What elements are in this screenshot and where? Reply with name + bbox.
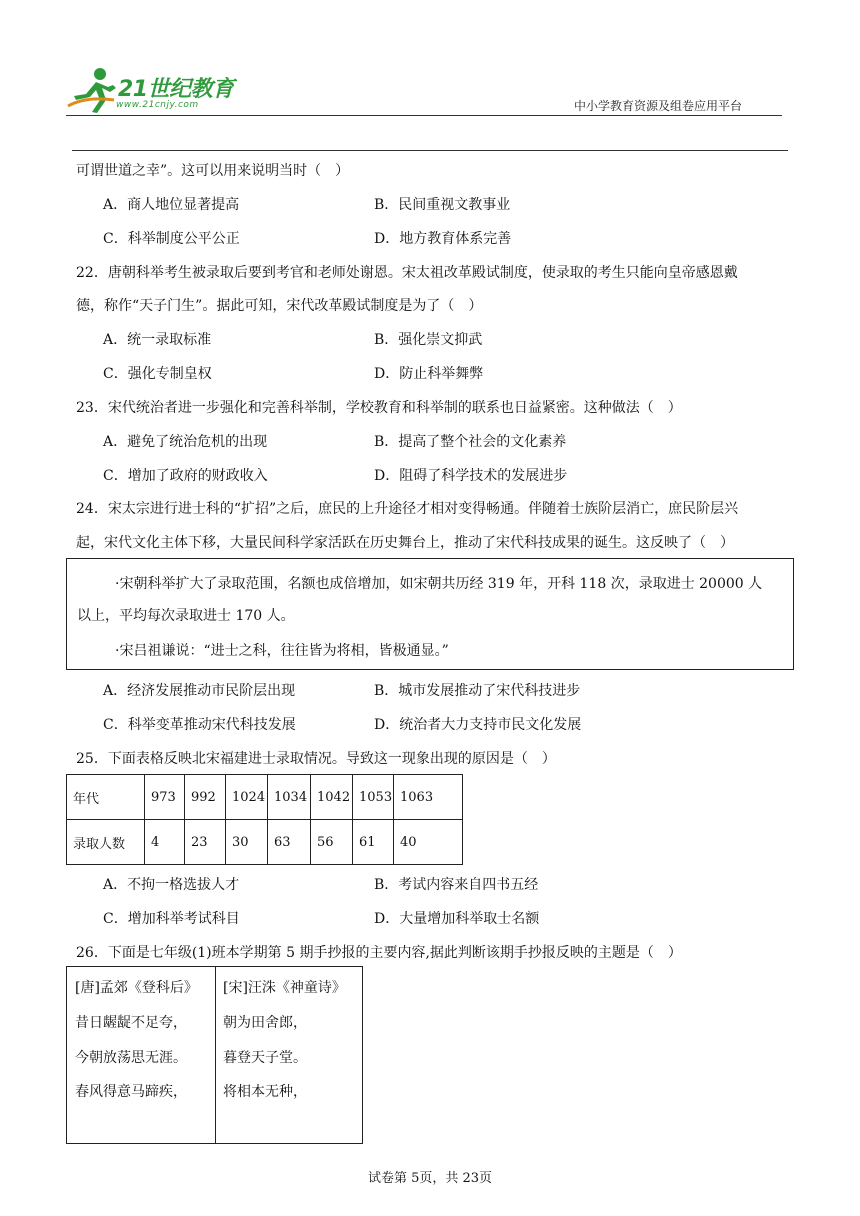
table-cell: 40 — [394, 820, 463, 865]
q22-stem-line1: 22．唐朝科举考生被录取后要到考官和老师处谢恩。宋太祖改革殿试制度，使录取的考生只能向皇帝感恩戴 — [76, 265, 738, 281]
q24-material-line1: ·宋朝科举扩大了录取范围，名额也成倍增加，如宋朝共历经 319 年，开科 118 次，录取进士 20000 人 — [115, 576, 763, 592]
header-rule — [66, 115, 782, 116]
q24-option-d[interactable]: D．统治者大力支持市民文化发展 — [374, 717, 582, 733]
q25-option-c[interactable]: C．增加科举考试科目 — [103, 911, 240, 927]
table-cell: 23 — [185, 820, 226, 865]
q22-option-c[interactable]: C．强化专制皇权 — [103, 366, 212, 382]
q24-stem-line1: 24．宋太宗进行进士科的“扩招”之后，庶民的上升途径才相对变得畅通。伴随着士族阶层消亡，庶民阶层兴 — [76, 501, 739, 517]
table-cell: 1034 — [268, 775, 311, 820]
q26-poem-box — [66, 966, 363, 1144]
table-row-header: 年代 — [67, 775, 145, 820]
q23-option-a[interactable]: A．避免了统治危机的出现 — [103, 434, 268, 450]
q24-option-a[interactable]: A．经济发展推动市民阶层出现 — [103, 683, 296, 699]
logo-url: www.21cnjy.com — [116, 100, 199, 110]
poem-line: [宋]汪洙《神童诗》 — [223, 980, 346, 996]
runner-icon — [66, 66, 118, 114]
poem-line: 朝为田舍郎， — [223, 1015, 307, 1031]
poem-line: 今朝放荡思无涯。 — [75, 1050, 187, 1066]
site-logo — [66, 66, 236, 116]
q22-stem-line2: 德，称作“天子门生”。据此可知，宋代改革殿试制度是为了（ ） — [76, 298, 483, 314]
q24-option-b[interactable]: B．城市发展推动了宋代科技进步 — [374, 683, 581, 699]
table-cell: 992 — [185, 775, 226, 820]
table-cell: 61 — [353, 820, 394, 865]
poem-line: [唐]孟郊《登科后》 — [75, 980, 198, 996]
page-footer: 试卷第 5页，共 23页 — [367, 1171, 493, 1186]
q23-option-b[interactable]: B．提高了整个社会的文化素养 — [374, 434, 567, 450]
q22-option-b[interactable]: B．强化崇文抑武 — [374, 332, 483, 348]
table-cell: 56 — [311, 820, 353, 865]
q25-data-table — [66, 774, 463, 865]
content-rule — [72, 150, 788, 151]
q21-option-b[interactable]: B．民间重视文教事业 — [374, 197, 511, 213]
q25-option-d[interactable]: D．大量增加科举取士名额 — [374, 911, 540, 927]
table-cell: 1042 — [311, 775, 353, 820]
poem-line: 昔日龌龊不足夸， — [75, 1015, 187, 1031]
table-row-header: 录取人数 — [67, 820, 145, 865]
q21-option-c[interactable]: C．科举制度公平公正 — [103, 231, 240, 247]
q22-option-a[interactable]: A．统一录取标准 — [103, 332, 212, 348]
q25-option-a[interactable]: A．不拘一格选拔人才 — [103, 877, 240, 893]
q25-stem: 25．下面表格反映北宋福建进士录取情况。导致这一现象出现的原因是（ ） — [76, 751, 556, 767]
table-cell: 1053 — [353, 775, 394, 820]
q21-stem-tail: 可谓世道之幸”。这可以用来说明当时（ ） — [76, 163, 350, 179]
q26-stem: 26．下面是七年级(1)班本学期第 5 期手抄报的主要内容,据此判断该期手抄报反映的主题是（ ） — [76, 945, 682, 961]
q23-option-c[interactable]: C．增加了政府的财政收入 — [103, 468, 268, 484]
table-cell: 30 — [226, 820, 268, 865]
poem-line: 春风得意马蹄疾， — [75, 1084, 187, 1100]
poem-song — [215, 967, 362, 1143]
q23-stem: 23．宋代统治者进一步强化和完善科举制，学校教育和科举制的联系也日益紧密。这种做法（ ） — [76, 400, 682, 416]
q24-material-line3: ·宋吕祖谦说：“进士之科，往往皆为将相，皆极通显。” — [115, 643, 449, 659]
table-cell: 1024 — [226, 775, 268, 820]
poem-line: 将相本无种， — [223, 1084, 307, 1100]
q22-option-d[interactable]: D．防止科举舞弊 — [374, 366, 484, 382]
table-row — [67, 820, 463, 865]
q24-material-line2: 以上，平均每次录取进士 170 人。 — [77, 608, 295, 624]
table-cell: 63 — [268, 820, 311, 865]
poem-tang — [67, 967, 216, 1143]
q24-option-c[interactable]: C．科举变革推动宋代科技发展 — [103, 717, 296, 733]
table-row — [67, 775, 463, 820]
q21-option-d[interactable]: D．地方教育体系完善 — [374, 231, 512, 247]
poem-line: 暮登天子堂。 — [223, 1050, 307, 1066]
table-cell: 4 — [145, 820, 185, 865]
q24-stem-line2: 起，宋代文化主体下移，大量民间科学家活跃在历史舞台上，推动了宋代科技成果的诞生。这反映了（ ） — [76, 535, 734, 551]
platform-name: 中小学教育资源及组卷应用平台 — [573, 99, 742, 113]
logo-text: 21世纪教育 — [118, 77, 234, 102]
q21-option-a[interactable]: A．商人地位显著提高 — [103, 197, 240, 213]
table-cell: 973 — [145, 775, 185, 820]
table-cell: 1063 — [394, 775, 463, 820]
q25-option-b[interactable]: B．考试内容来自四书五经 — [374, 877, 539, 893]
q24-material-box — [66, 558, 794, 670]
q23-option-d[interactable]: D．阻碍了科学技术的发展进步 — [374, 468, 568, 484]
